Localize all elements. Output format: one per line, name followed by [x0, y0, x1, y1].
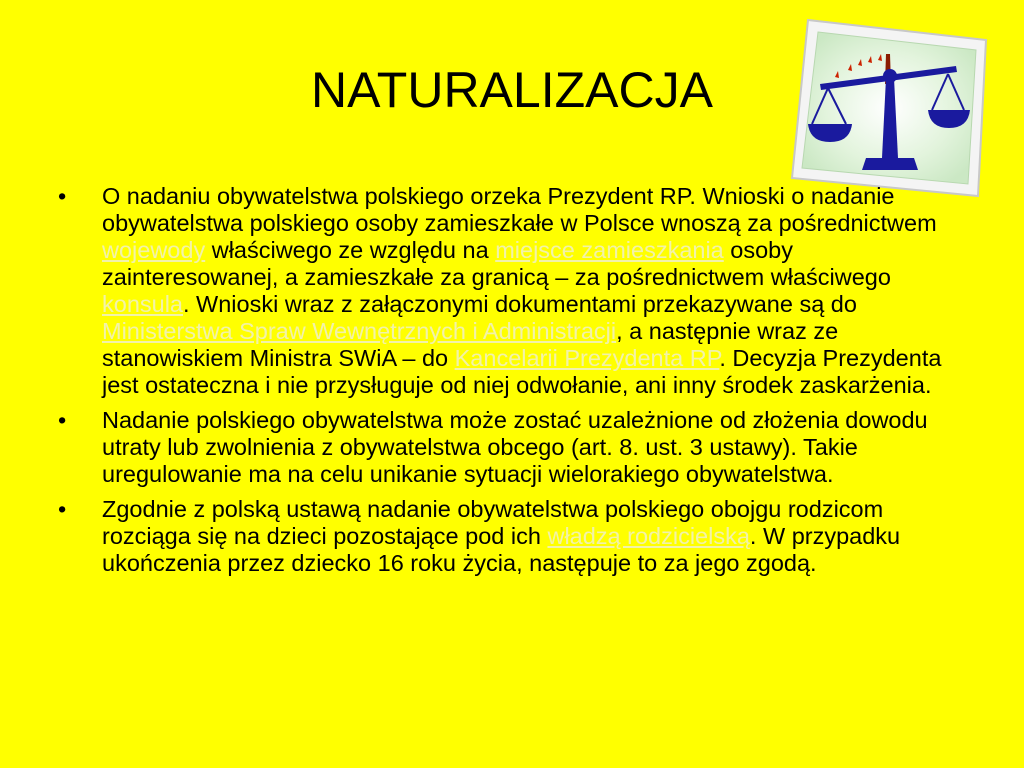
- bullet-dot-icon: •: [58, 496, 67, 522]
- bullet-dot-icon: •: [58, 183, 67, 209]
- bullet-text: Zgodnie z polską ustawą nadanie obywatelstwa polskiego obojgu rodzicom rozciąga się na dzieci pozostające pod ich: [102, 496, 884, 549]
- bullet-text: . Decyzja Prezydenta jest ostateczna i nie przysługuje od niej odwołanie, ani inny środek zaskarżenia.: [102, 345, 942, 398]
- bullet-text: . Wnioski wraz z załączonymi dokumentami przekazywane są do: [183, 291, 857, 317]
- hyperlink[interactable]: miejsce zamieszkania: [495, 237, 724, 263]
- hyperlink[interactable]: Kancelarii Prezydenta RP: [454, 345, 720, 371]
- hyperlink[interactable]: wojewody: [102, 237, 206, 263]
- hyperlink[interactable]: Ministerstwa Spraw Wewnętrznych i Administracji: [102, 318, 617, 344]
- hyperlink[interactable]: władzą rodzicielską: [547, 523, 750, 549]
- bullet-item: [58, 407, 968, 488]
- bullet-dot-icon: •: [58, 407, 67, 433]
- bullet-text: . W przypadku ukończenia przez dziecko 16 roku życia, następuje to za jego zgodą.: [102, 523, 901, 576]
- bullet-item: [58, 183, 968, 399]
- bullet-text: Nadanie polskiego obywatelstwa może zostać uzależnione od złożenia dowodu utraty lub zwolnienia z obywatelstwa obcego (art. 8. ust. 3 ustawy). Takie uregulowanie ma na celu unikanie sytuacji wielorakiego obywatelstwa.: [102, 407, 928, 487]
- bullet-text: właściwego ze względu na: [205, 237, 496, 263]
- bullet-list: [58, 183, 968, 585]
- hyperlink[interactable]: konsula: [102, 291, 183, 317]
- bullet-text: O nadaniu obywatelstwa polskiego orzeka Prezydent RP. Wnioski o nadanie obywatelstwa polskiego osoby zamieszkałe w Polsce wnoszą za pośrednictwem: [102, 183, 937, 236]
- bullet-item: [58, 496, 968, 577]
- bullet-text: , a następnie wraz ze stanowiskiem Ministra SWiA – do: [102, 318, 839, 371]
- bullet-text: osoby zainteresowanej, a zamieszkałe za granicą – za pośrednictwem właściwego: [102, 237, 891, 290]
- slide-title: NATURALIZACJA: [311, 62, 713, 118]
- scales-of-justice-icon: [790, 18, 990, 198]
